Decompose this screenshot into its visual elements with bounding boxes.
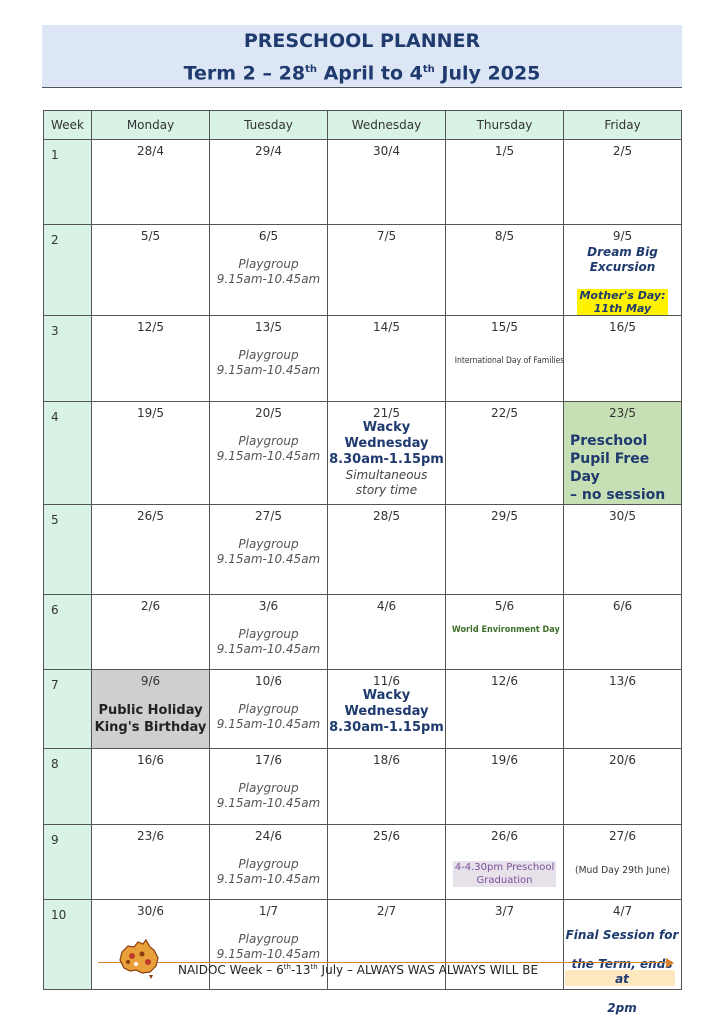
week-row: [44, 505, 682, 595]
col-header-thursday: Thursday: [446, 111, 564, 140]
mud-day-label: (Mud Day 29th June): [575, 865, 670, 876]
day-cell: [446, 825, 564, 900]
date-label: 13/5: [255, 320, 282, 334]
day-cell: [92, 316, 210, 402]
story-time-label: story time: [355, 483, 418, 497]
day-cell: [328, 140, 446, 225]
date-label: 2/6: [140, 599, 161, 613]
planner-header: [42, 25, 682, 88]
graduation-highlight: [453, 861, 556, 887]
wacky-wednesday-label: Wacky: [362, 688, 411, 703]
day-cell: [446, 595, 564, 670]
date-label: 8/5: [494, 229, 515, 243]
date-label: 4/7: [612, 904, 633, 918]
subtitle-part: Term 2 – 28: [183, 62, 306, 85]
final-session-line: Final Session for: [565, 928, 679, 942]
naidoc-arrow-head: [666, 958, 674, 968]
date-label: 10/6: [255, 674, 282, 688]
day-cell: [328, 749, 446, 825]
australia-map-icon: [116, 938, 164, 980]
day-cell: [446, 225, 564, 316]
pupil-free-cell: [564, 402, 682, 505]
wacky-wednesday-label: Wednesday: [344, 436, 429, 451]
date-label: 22/5: [491, 406, 518, 420]
date-label: 26/5: [137, 509, 164, 523]
week-number: 5: [44, 505, 92, 595]
day-cell: [564, 225, 682, 316]
wacky-wednesday-label: Wednesday: [344, 704, 429, 719]
day-cell: [210, 225, 328, 316]
date-label: 6/5: [258, 229, 279, 243]
day-cell: [446, 749, 564, 825]
naidoc-week-banner: [178, 963, 538, 977]
col-header-wednesday: Wednesday: [328, 111, 446, 140]
playgroup-time: 9.15am-10.45am: [216, 363, 321, 377]
day-cell: [564, 749, 682, 825]
playgroup-label: Playgroup: [238, 932, 299, 946]
date-label: 18/6: [373, 753, 400, 767]
day-cell: [92, 140, 210, 225]
date-label: 6/6: [612, 599, 633, 613]
week-row: [44, 595, 682, 670]
date-label: 27/6: [609, 829, 636, 843]
day-cell: [210, 316, 328, 402]
date-label: 14/5: [373, 320, 400, 334]
date-label: 21/5: [373, 406, 400, 420]
week-number: 6: [44, 595, 92, 670]
date-label: 1/7: [258, 904, 279, 918]
page-title: PRESCHOOL PLANNER: [243, 30, 481, 52]
playgroup-label: Playgroup: [238, 537, 299, 551]
public-holiday-label: Public Holiday: [98, 703, 203, 718]
excursion-label: Excursion: [589, 260, 656, 274]
week-number: 4: [44, 402, 92, 505]
day-cell: [564, 595, 682, 670]
excursion-label: Dream Big: [587, 245, 658, 259]
planner-table: [43, 110, 682, 990]
date-label: 29/4: [255, 144, 282, 158]
playgroup-label: Playgroup: [238, 702, 299, 716]
kings-birthday-label: King's Birthday: [94, 720, 207, 735]
playgroup-label: Playgroup: [238, 627, 299, 641]
day-cell: [210, 825, 328, 900]
week-row: [44, 225, 682, 316]
date-label: 30/4: [373, 144, 400, 158]
date-label: 30/5: [609, 509, 636, 523]
date-label: 1/5: [494, 144, 515, 158]
date-label: 15/5: [491, 320, 518, 334]
graduation-label: Graduation: [476, 875, 533, 886]
playgroup-label: Playgroup: [238, 781, 299, 795]
day-cell: [210, 402, 328, 505]
date-label: 12/5: [137, 320, 164, 334]
day-cell: [328, 505, 446, 595]
week-number: 3: [44, 316, 92, 402]
week-row: [44, 670, 682, 749]
playgroup-time: 9.15am-10.45am: [216, 449, 321, 463]
final-session-note: [563, 928, 681, 1016]
mothers-day-label: Mother's Day:: [579, 289, 666, 302]
final-session-line: the Term, ends at: [571, 957, 673, 986]
week-number: 9: [44, 825, 92, 900]
date-label: 28/5: [373, 509, 400, 523]
date-label: 19/5: [137, 406, 164, 420]
date-label: 3/6: [258, 599, 279, 613]
public-holiday-cell: [92, 670, 210, 749]
day-cell: [446, 140, 564, 225]
pupil-free-label: [564, 432, 681, 504]
week-row: [44, 402, 682, 505]
date-label: 5/5: [140, 229, 161, 243]
subtitle-sup: th: [422, 64, 435, 75]
date-label: 9/5: [612, 229, 633, 243]
col-header-week: Week: [44, 111, 92, 140]
day-cell: [328, 316, 446, 402]
environment-day-label: World Environment Day: [451, 625, 560, 635]
date-label: 24/6: [255, 829, 282, 843]
playgroup-time: 9.15am-10.45am: [216, 642, 321, 656]
pupil-free-line: Pupil Free Day: [570, 451, 650, 485]
naidoc-text: July – ALWAYS WAS ALWAYS WILL BE: [317, 963, 539, 977]
subtitle-part: July 2025: [434, 62, 541, 85]
col-header-friday: Friday: [564, 111, 682, 140]
pupil-free-line: – no session: [570, 487, 666, 503]
date-label: 9/6: [140, 674, 161, 688]
families-day-label: International Day of Families: [454, 356, 565, 366]
day-cell: [446, 402, 564, 505]
wacky-wednesday-time: 8.30am-1.15pm: [329, 452, 444, 467]
day-cell: [564, 670, 682, 749]
date-label: 16/5: [609, 320, 636, 334]
week-row: [44, 749, 682, 825]
day-cell: [92, 505, 210, 595]
date-label: 7/5: [376, 229, 397, 243]
date-label: 3/7: [494, 904, 515, 918]
wacky-wednesday-label: Wacky: [362, 420, 411, 435]
date-label: 30/6: [137, 904, 164, 918]
wacky-wednesday-time: 8.30am-1.15pm: [329, 720, 444, 735]
day-cell: [328, 595, 446, 670]
date-label: 28/4: [137, 144, 164, 158]
day-cell: [446, 670, 564, 749]
date-label: 12/6: [491, 674, 518, 688]
playgroup-time: 9.15am-10.45am: [216, 552, 321, 566]
playgroup-time: 9.15am-10.45am: [216, 796, 321, 810]
day-cell: [564, 825, 682, 900]
date-label: 17/6: [255, 753, 282, 767]
date-label: 23/5: [609, 406, 636, 420]
playgroup-label: Playgroup: [238, 348, 299, 362]
day-cell: [92, 825, 210, 900]
date-label: 29/5: [491, 509, 518, 523]
week-number: 7: [44, 670, 92, 749]
date-label: 2/5: [612, 144, 633, 158]
playgroup-time: 9.15am-10.45am: [216, 717, 321, 731]
week-number: 2: [44, 225, 92, 316]
pupil-free-line: Preschool: [570, 433, 648, 449]
week-row: [44, 825, 682, 900]
story-time-label: Simultaneous: [345, 468, 428, 482]
date-label: 25/6: [373, 829, 400, 843]
day-cell: [210, 749, 328, 825]
date-label: 11/6: [373, 674, 400, 688]
date-label: 27/5: [255, 509, 282, 523]
date-label: 20/6: [609, 753, 636, 767]
day-cell: [92, 749, 210, 825]
day-cell: [92, 225, 210, 316]
graduation-time: 4-4.30pm Preschool: [454, 862, 555, 873]
day-cell: [328, 825, 446, 900]
date-label: 19/6: [491, 753, 518, 767]
day-cell: [446, 316, 564, 402]
day-cell: [564, 140, 682, 225]
subtitle-part: April to 4: [316, 62, 423, 85]
day-cell: [328, 670, 446, 749]
mothers-day-date: 11th May: [593, 302, 652, 315]
subtitle-sup: th: [305, 64, 317, 75]
day-cell: [92, 402, 210, 505]
naidoc-text: -13: [290, 963, 311, 977]
day-cell: [328, 225, 446, 316]
day-cell: [564, 316, 682, 402]
playgroup-time: 9.15am-10.45am: [216, 947, 321, 961]
date-label: 20/5: [255, 406, 282, 420]
page-subtitle: [42, 55, 682, 88]
day-cell: [210, 595, 328, 670]
date-label: 23/6: [137, 829, 164, 843]
day-cell: [446, 505, 564, 595]
final-session-line: 2pm: [607, 1001, 637, 1015]
week-row: [44, 316, 682, 402]
date-label: 26/6: [491, 829, 518, 843]
playgroup-time: 9.15am-10.45am: [216, 272, 321, 286]
date-label: 2/7: [376, 904, 397, 918]
week-number: 8: [44, 749, 92, 825]
naidoc-sup: th: [283, 963, 291, 971]
naidoc-text: NAIDOC Week – 6: [178, 963, 284, 977]
day-cell: [210, 670, 328, 749]
week-number: 10: [44, 900, 92, 990]
date-label: 16/6: [137, 753, 164, 767]
date-label: 5/6: [494, 599, 515, 613]
col-header-monday: Monday: [92, 111, 210, 140]
playgroup-label: Playgroup: [238, 257, 299, 271]
playgroup-label: Playgroup: [238, 434, 299, 448]
playgroup-time: 9.15am-10.45am: [216, 872, 321, 886]
date-label: 13/6: [609, 674, 636, 688]
week-number: 1: [44, 140, 92, 225]
day-cell: [92, 595, 210, 670]
week-row: [44, 140, 682, 225]
playgroup-label: Playgroup: [238, 857, 299, 871]
day-cell: [210, 505, 328, 595]
col-header-tuesday: Tuesday: [210, 111, 328, 140]
date-label: 4/6: [376, 599, 397, 613]
header-row: [44, 111, 682, 140]
mothers-day-highlight: [577, 289, 667, 315]
naidoc-sup: th: [310, 963, 318, 971]
day-cell: [210, 140, 328, 225]
day-cell: [564, 505, 682, 595]
day-cell: [328, 402, 446, 505]
